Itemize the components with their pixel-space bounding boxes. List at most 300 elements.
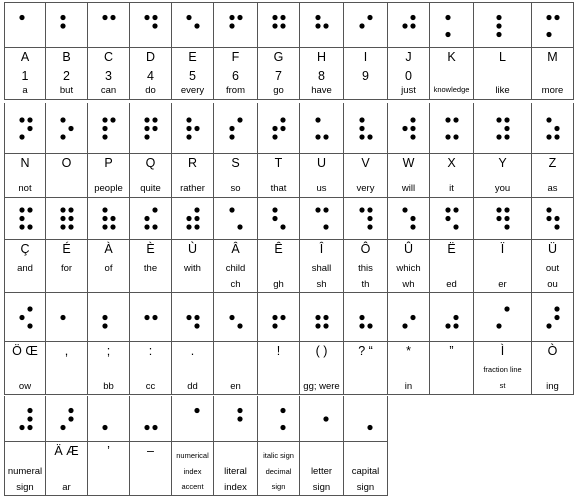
word-label: very bbox=[356, 183, 375, 194]
contraction-label: wh bbox=[402, 279, 415, 290]
braille-dots bbox=[88, 293, 130, 342]
contraction-label: cc bbox=[145, 381, 156, 392]
braille-dots bbox=[130, 293, 172, 342]
braille-dot-4 bbox=[27, 408, 32, 413]
braille-dot-3 bbox=[229, 134, 234, 139]
braille-label-cell bbox=[4, 48, 46, 100]
braille-dot-4 bbox=[237, 15, 242, 20]
braille-cell bbox=[474, 293, 532, 342]
letter-label: N bbox=[20, 156, 30, 170]
word-label: rather bbox=[180, 183, 205, 194]
braille-cell bbox=[258, 293, 300, 342]
braille-cell bbox=[430, 197, 474, 240]
symbol-label: Â bbox=[231, 242, 240, 256]
braille-cell bbox=[172, 293, 214, 342]
braille-dots bbox=[88, 396, 130, 442]
letter-label: T bbox=[274, 156, 283, 170]
word-label: from bbox=[226, 85, 245, 96]
braille-dot-6 bbox=[453, 323, 458, 328]
braille-dot-1 bbox=[272, 15, 277, 20]
braille-cell bbox=[430, 293, 474, 342]
digit-label: 1 bbox=[21, 69, 29, 83]
word-label: and bbox=[17, 263, 33, 274]
braille-dot-1 bbox=[359, 207, 364, 212]
digit-label: 8 bbox=[318, 69, 325, 83]
braille-dots bbox=[214, 396, 258, 442]
braille-dot-2 bbox=[272, 216, 277, 221]
braille-dots bbox=[474, 103, 532, 154]
word-label: as bbox=[547, 183, 558, 194]
symbol-label: ? “ bbox=[358, 344, 373, 358]
braille-dots bbox=[130, 3, 172, 49]
braille-label-cell bbox=[532, 48, 574, 100]
braille-cell bbox=[532, 103, 574, 154]
braille-dot-3 bbox=[19, 224, 24, 229]
symbol-label: À bbox=[104, 242, 113, 256]
braille-dots bbox=[532, 103, 574, 154]
braille-label-cell bbox=[344, 48, 388, 100]
letter-label: B bbox=[62, 50, 71, 64]
braille-cell bbox=[300, 197, 344, 240]
braille-label-cell bbox=[46, 154, 88, 198]
symbol-label: Ù bbox=[187, 242, 198, 256]
contraction-label: ing bbox=[546, 381, 559, 392]
word-label: that bbox=[270, 183, 287, 194]
braille-dot-1 bbox=[186, 15, 191, 20]
word-label: numeral bbox=[7, 466, 43, 477]
symbol-label: , bbox=[64, 344, 69, 358]
braille-dot-2 bbox=[60, 23, 65, 28]
braille-dot-2 bbox=[19, 216, 24, 221]
digit-label: 9 bbox=[362, 69, 369, 83]
braille-dot-2 bbox=[402, 23, 407, 28]
braille-dot-4 bbox=[110, 117, 115, 122]
braille-dot-5 bbox=[280, 23, 285, 28]
braille-dot-1 bbox=[315, 117, 320, 122]
word-label: go bbox=[273, 85, 284, 96]
braille-cell bbox=[130, 396, 172, 442]
braille-cell bbox=[388, 197, 430, 240]
braille-dot-4 bbox=[27, 306, 32, 311]
braille-dot-4 bbox=[280, 408, 285, 413]
braille-label-cell bbox=[344, 342, 388, 395]
braille-cell bbox=[474, 103, 532, 154]
braille-dot-1 bbox=[315, 15, 320, 20]
braille-dot-4 bbox=[152, 117, 157, 122]
braille-dot-1 bbox=[315, 207, 320, 212]
contraction-label: th bbox=[361, 279, 370, 290]
braille-dots bbox=[5, 197, 47, 240]
braille-dot-4 bbox=[280, 15, 285, 20]
letter-label: F bbox=[231, 50, 240, 64]
braille-dot-4 bbox=[453, 207, 458, 212]
word-label: index bbox=[183, 467, 202, 476]
braille-dot-2 bbox=[445, 216, 450, 221]
braille-cell bbox=[88, 2, 130, 48]
word-label: shall bbox=[311, 263, 332, 274]
braille-dot-6 bbox=[280, 425, 285, 430]
braille-cell bbox=[46, 103, 88, 154]
braille-dots bbox=[300, 197, 344, 240]
braille-cell bbox=[214, 103, 258, 154]
contraction-label: sign bbox=[356, 482, 375, 493]
braille-cell bbox=[4, 396, 46, 442]
braille-cell bbox=[88, 293, 130, 342]
braille-cell bbox=[300, 293, 344, 342]
braille-dot-4 bbox=[27, 117, 32, 122]
braille-dots bbox=[388, 197, 430, 240]
braille-dots bbox=[214, 3, 258, 49]
braille-label-cell bbox=[88, 48, 130, 100]
braille-dot-2 bbox=[496, 23, 501, 28]
braille-label-cell bbox=[88, 154, 130, 198]
word-label: have bbox=[311, 85, 332, 96]
word-label: like bbox=[495, 85, 510, 96]
braille-label-cell bbox=[46, 240, 88, 293]
letter-label: J bbox=[405, 50, 412, 64]
letter-label: C bbox=[103, 50, 114, 64]
braille-dot-3 bbox=[445, 134, 450, 139]
braille-dot-4 bbox=[554, 15, 559, 20]
braille-cell bbox=[258, 2, 300, 48]
braille-dot-1 bbox=[445, 15, 450, 20]
braille-dot-6 bbox=[237, 224, 242, 229]
letter-label: S bbox=[231, 156, 240, 170]
braille-dot-2 bbox=[315, 23, 320, 28]
braille-dot-2 bbox=[546, 216, 551, 221]
braille-dot-2 bbox=[229, 23, 234, 28]
braille-dot-4 bbox=[410, 15, 415, 20]
braille-cell bbox=[388, 293, 430, 342]
braille-cell bbox=[88, 103, 130, 154]
braille-dot-4 bbox=[453, 117, 458, 122]
braille-dot-3 bbox=[315, 134, 320, 139]
braille-dots bbox=[5, 103, 47, 154]
braille-dot-2 bbox=[272, 126, 277, 131]
braille-dot-5 bbox=[280, 315, 285, 320]
braille-dot-4 bbox=[367, 207, 372, 212]
braille-dot-5 bbox=[27, 416, 32, 421]
letter-label: V bbox=[361, 156, 370, 170]
braille-dot-5 bbox=[554, 216, 559, 221]
braille-dot-3 bbox=[402, 323, 407, 328]
braille-cell bbox=[344, 2, 388, 48]
braille-dot-1 bbox=[60, 117, 65, 122]
word-label: numerical bbox=[176, 451, 209, 460]
contraction-label: ou bbox=[547, 279, 558, 290]
word-label: so bbox=[230, 183, 241, 194]
braille-cell bbox=[430, 103, 474, 154]
braille-label-cell bbox=[388, 48, 430, 100]
braille-dot-5 bbox=[27, 126, 32, 131]
braille-dots bbox=[88, 197, 130, 240]
word-label: just bbox=[401, 85, 416, 96]
braille-dots bbox=[430, 3, 474, 49]
braille-label-cell bbox=[214, 154, 258, 198]
braille-dot-3 bbox=[186, 134, 191, 139]
braille-dot-3 bbox=[102, 134, 107, 139]
contraction-label: bb bbox=[103, 381, 114, 392]
braille-dot-5 bbox=[410, 216, 415, 221]
braille-cell bbox=[388, 103, 430, 154]
braille-cell bbox=[130, 293, 172, 342]
braille-dot-4 bbox=[152, 207, 157, 212]
braille-dot-2 bbox=[102, 216, 107, 221]
braille-dot-2 bbox=[359, 23, 364, 28]
braille-dot-3 bbox=[60, 224, 65, 229]
braille-dots bbox=[344, 197, 388, 240]
braille-dot-3 bbox=[102, 323, 107, 328]
word-label: a bbox=[22, 85, 28, 96]
contraction-label: ed bbox=[446, 279, 457, 290]
symbol-label: Ö Œ bbox=[12, 344, 38, 358]
word-label: us bbox=[316, 183, 327, 194]
word-label: but bbox=[59, 85, 74, 96]
word-label: every bbox=[180, 85, 205, 96]
braille-dot-2 bbox=[496, 216, 501, 221]
braille-label-cell bbox=[214, 442, 258, 496]
word-label: will bbox=[401, 183, 416, 194]
braille-dots bbox=[5, 396, 47, 442]
braille-dot-6 bbox=[323, 224, 328, 229]
braille-dots bbox=[388, 293, 430, 342]
contraction-label: er bbox=[498, 279, 507, 290]
braille-cell bbox=[4, 293, 46, 342]
braille-dot-1 bbox=[144, 15, 149, 20]
word-label: quite bbox=[140, 183, 161, 194]
braille-dot-6 bbox=[367, 134, 372, 139]
braille-label-cell bbox=[430, 342, 474, 395]
braille-dot-6 bbox=[410, 134, 415, 139]
braille-label-cell bbox=[130, 442, 172, 496]
word-label: people bbox=[94, 183, 123, 194]
braille-dot-3 bbox=[496, 323, 501, 328]
braille-dot-2 bbox=[229, 126, 234, 131]
braille-label-cell bbox=[258, 442, 300, 496]
braille-label-cell bbox=[130, 48, 172, 100]
braille-dot-1 bbox=[102, 207, 107, 212]
braille-dot-5 bbox=[367, 216, 372, 221]
braille-dot-3 bbox=[144, 425, 149, 430]
braille-dot-3 bbox=[546, 32, 551, 37]
braille-dots bbox=[474, 197, 532, 240]
braille-label-cell bbox=[474, 48, 532, 100]
braille-cell bbox=[4, 197, 46, 240]
letter-label: H bbox=[316, 50, 327, 64]
braille-dot-3 bbox=[144, 134, 149, 139]
braille-dot-2 bbox=[102, 315, 107, 320]
braille-cell bbox=[130, 197, 172, 240]
braille-dot-1 bbox=[229, 15, 234, 20]
braille-dot-1 bbox=[546, 207, 551, 212]
braille-dot-1 bbox=[60, 207, 65, 212]
symbol-label: Ë bbox=[447, 242, 456, 256]
braille-dot-3 bbox=[496, 32, 501, 37]
braille-dot-6 bbox=[323, 323, 328, 328]
word-label: not bbox=[18, 183, 32, 194]
braille-cell bbox=[532, 293, 574, 342]
braille-dot-1 bbox=[359, 117, 364, 122]
braille-dot-5 bbox=[280, 126, 285, 131]
braille-dot-1 bbox=[402, 207, 407, 212]
braille-dot-5 bbox=[110, 216, 115, 221]
braille-dot-5 bbox=[554, 315, 559, 320]
braille-label-cell bbox=[300, 342, 344, 395]
braille-label-cell bbox=[88, 240, 130, 293]
word-label: capital bbox=[351, 466, 380, 477]
braille-cell bbox=[46, 293, 88, 342]
braille-dots bbox=[172, 396, 214, 442]
braille-dots bbox=[46, 103, 88, 154]
symbol-label: È bbox=[146, 242, 155, 256]
braille-dot-2 bbox=[102, 126, 107, 131]
braille-dot-3 bbox=[359, 323, 364, 328]
symbol-label: Î bbox=[319, 242, 324, 256]
braille-dot-6 bbox=[410, 224, 415, 229]
braille-dot-3 bbox=[19, 134, 24, 139]
braille-cell bbox=[474, 2, 532, 48]
braille-label-cell bbox=[532, 342, 574, 395]
braille-dot-3 bbox=[359, 134, 364, 139]
braille-dot-3 bbox=[546, 323, 551, 328]
contraction-label: ar bbox=[62, 482, 71, 493]
braille-label-cell bbox=[4, 240, 46, 293]
word-label: can bbox=[100, 85, 117, 96]
braille-cell bbox=[46, 197, 88, 240]
braille-dots bbox=[46, 3, 88, 49]
braille-dot-6 bbox=[367, 425, 372, 430]
braille-dots bbox=[88, 3, 130, 49]
braille-dot-3 bbox=[102, 425, 107, 430]
digit-label: 2 bbox=[63, 69, 70, 83]
word-label: italic sign bbox=[263, 451, 294, 460]
braille-dot-5 bbox=[68, 126, 73, 131]
braille-cell bbox=[46, 2, 88, 48]
braille-dot-6 bbox=[27, 323, 32, 328]
contraction-label: en bbox=[230, 381, 241, 392]
braille-dot-1 bbox=[19, 15, 24, 20]
word-label: decimal bbox=[265, 467, 292, 476]
braille-dot-6 bbox=[237, 323, 242, 328]
braille-dots bbox=[300, 293, 344, 342]
braille-dots bbox=[258, 197, 300, 240]
braille-dot-6 bbox=[367, 224, 372, 229]
braille-cell bbox=[258, 197, 300, 240]
braille-cell bbox=[172, 197, 214, 240]
braille-dots bbox=[388, 103, 430, 154]
symbol-label: Ü bbox=[547, 242, 558, 256]
braille-dot-4 bbox=[194, 408, 199, 413]
braille-dot-5 bbox=[504, 126, 509, 131]
word-label: child bbox=[225, 263, 246, 274]
braille-dots bbox=[532, 293, 574, 342]
braille-dot-1 bbox=[144, 117, 149, 122]
braille-dot-5 bbox=[410, 315, 415, 320]
word-label: out bbox=[545, 263, 560, 274]
digit-label: 4 bbox=[147, 69, 154, 83]
braille-dots bbox=[258, 3, 300, 49]
braille-cell bbox=[474, 197, 532, 240]
braille-dot-2 bbox=[60, 315, 65, 320]
braille-dot-3 bbox=[272, 323, 277, 328]
contraction-label: gh bbox=[273, 279, 284, 290]
braille-dot-6 bbox=[27, 425, 32, 430]
braille-dot-1 bbox=[496, 117, 501, 122]
braille-dot-4 bbox=[237, 408, 242, 413]
word-label: which bbox=[396, 263, 421, 274]
braille-label-cell bbox=[214, 48, 258, 100]
braille-dot-4 bbox=[237, 117, 242, 122]
braille-dot-4 bbox=[194, 207, 199, 212]
braille-cell bbox=[214, 197, 258, 240]
braille-label-cell bbox=[172, 442, 214, 496]
letter-label: D bbox=[145, 50, 156, 64]
braille-cell bbox=[300, 2, 344, 48]
word-label: it bbox=[449, 183, 454, 194]
contraction-label: ch bbox=[230, 279, 241, 290]
braille-cell bbox=[172, 396, 214, 442]
braille-label-cell bbox=[130, 154, 172, 198]
braille-dot-4 bbox=[367, 15, 372, 20]
braille-dot-6 bbox=[554, 134, 559, 139]
braille-dot-6 bbox=[453, 224, 458, 229]
braille-dot-6 bbox=[367, 323, 372, 328]
braille-dot-3 bbox=[60, 134, 65, 139]
braille-dot-4 bbox=[152, 15, 157, 20]
symbol-label: Ç bbox=[20, 242, 30, 256]
braille-dots bbox=[532, 3, 574, 49]
word-label: of bbox=[104, 263, 113, 274]
braille-dots bbox=[344, 3, 388, 49]
symbol-label: ( ) bbox=[315, 344, 328, 358]
word-label: letter bbox=[310, 466, 333, 477]
braille-dot-3 bbox=[60, 425, 65, 430]
braille-label-cell bbox=[474, 342, 532, 395]
contraction-label: sign bbox=[312, 482, 331, 493]
braille-dot-4 bbox=[504, 207, 509, 212]
letter-label: K bbox=[447, 50, 456, 64]
braille-dot-1 bbox=[186, 117, 191, 122]
word-label: with bbox=[184, 263, 201, 274]
braille-dots bbox=[130, 103, 172, 154]
symbol-label: ; bbox=[106, 344, 111, 358]
contraction-label: index bbox=[224, 482, 247, 493]
braille-label-cell bbox=[474, 240, 532, 293]
letter-label: E bbox=[188, 50, 197, 64]
braille-dot-5 bbox=[152, 23, 157, 28]
braille-dot-2 bbox=[272, 23, 277, 28]
braille-label-cell bbox=[258, 342, 300, 395]
braille-label-cell bbox=[300, 240, 344, 293]
braille-dot-2 bbox=[186, 126, 191, 131]
braille-label-cell bbox=[172, 154, 214, 198]
word-label: literal bbox=[224, 466, 247, 477]
braille-cell bbox=[172, 2, 214, 48]
braille-label-cell bbox=[300, 154, 344, 198]
braille-dots bbox=[5, 3, 47, 49]
word-label: accent bbox=[181, 482, 204, 491]
braille-dot-1 bbox=[546, 117, 551, 122]
braille-label-cell bbox=[388, 342, 430, 395]
letter-label: A bbox=[20, 50, 30, 64]
braille-dot-4 bbox=[504, 306, 509, 311]
braille-dot-6 bbox=[554, 224, 559, 229]
braille-label-cell bbox=[430, 240, 474, 293]
braille-label-cell bbox=[344, 154, 388, 198]
contraction-label: dd bbox=[187, 381, 198, 392]
braille-dot-2 bbox=[402, 126, 407, 131]
braille-dots bbox=[46, 396, 88, 442]
